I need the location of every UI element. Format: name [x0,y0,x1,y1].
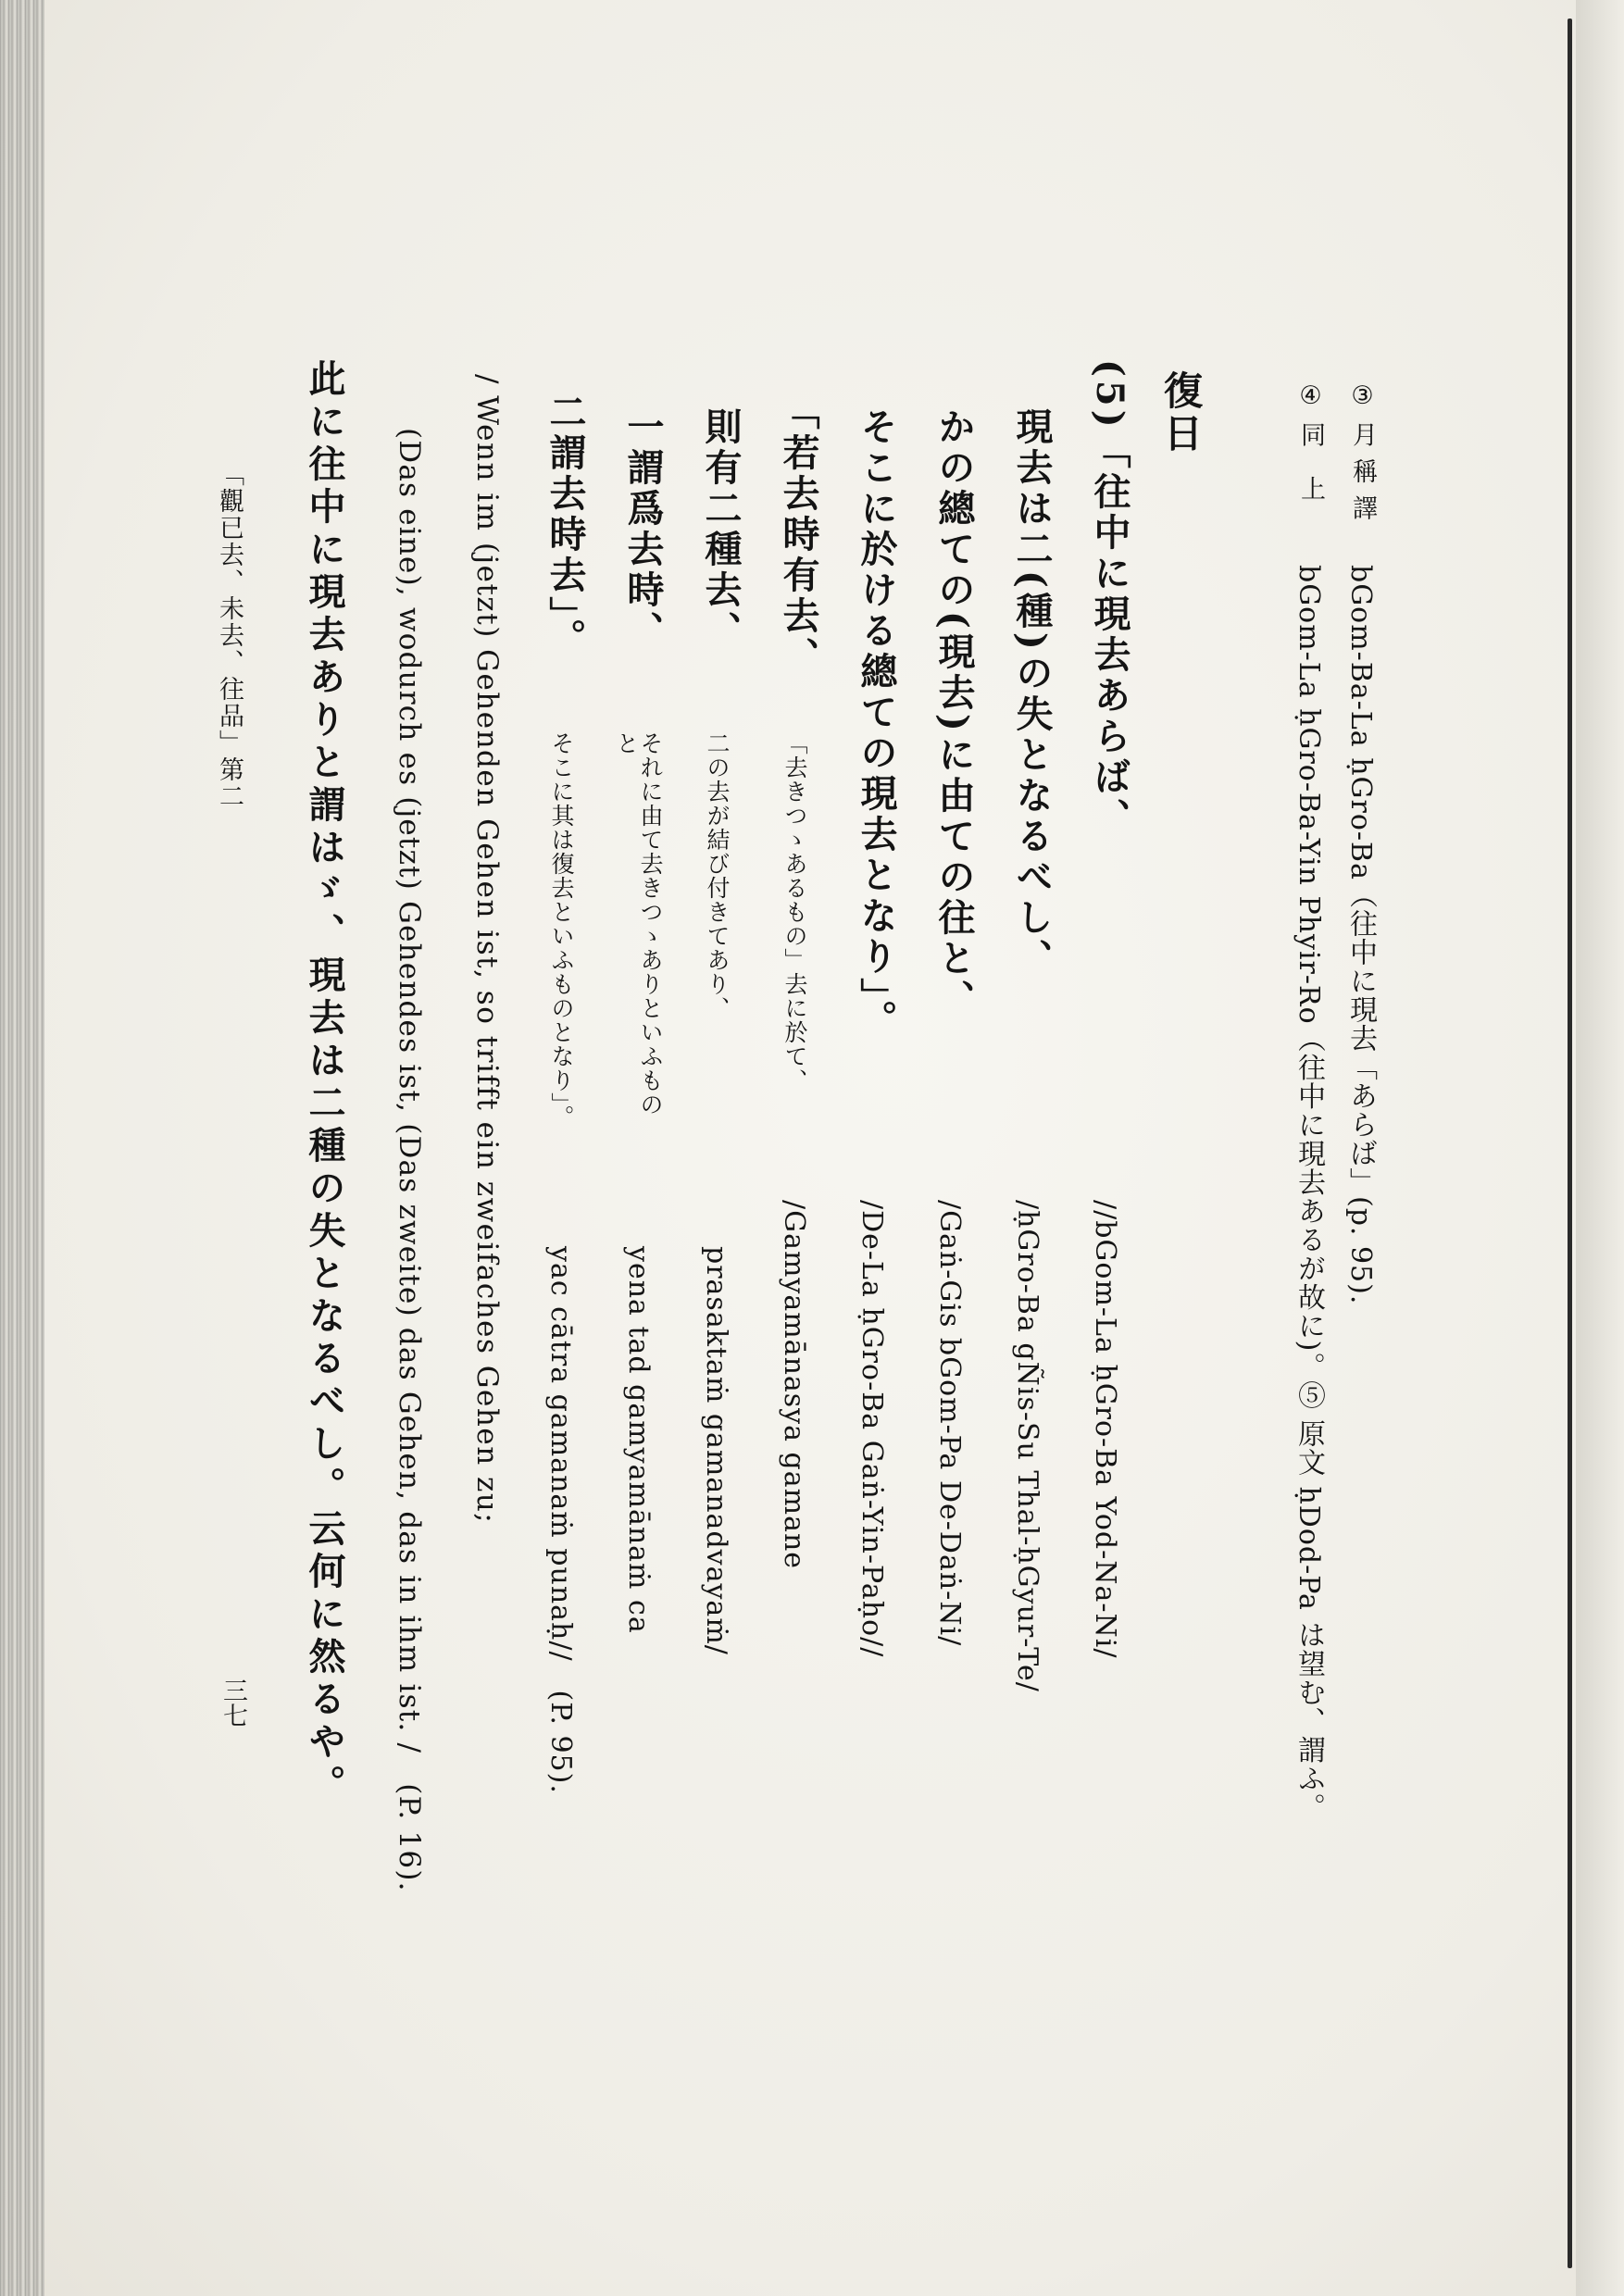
verse-line-jp: (5)「往中に現去あらば、 [1088,359,1131,839]
sanskrit-line: prasaktaṁ gamanadvayaṁ/ [700,1246,732,1655]
verse-line-jp: 現去は二(種)の失となるべし、 [1010,407,1054,980]
footnote-3-text: bGom-Ba-La ḥGro-Ba（往中に現去「あらば」(p. 95). [1344,565,1377,1305]
footnote-4-label: ④ 同 上 [1296,381,1325,503]
gloss-note: そこに其は復去といふものとなり」。 [548,731,575,1129]
gloss-note-suffix: と [613,731,640,755]
binding-shadow [1576,0,1624,2296]
chinese-line: 一謂爲去時、 [621,407,665,652]
page-number: 三七 [219,1678,247,1728]
verse-line-tib: /De-La ḥGro-Ba Gaṅ-Yin-Paḥo// [856,1200,888,1658]
gloss-note: それに由て去きつゝありといふもの [637,731,664,1117]
chinese-line: 「若去時有去、 [777,393,820,678]
verse-line-jp: かの總ての(現去)に由ての往と、 [932,407,976,1020]
verse-line-jp: そこに於ける總ての現去となり」。 [855,407,898,1041]
sanskrit-line: yac cātra gamanaṁ punaḥ// (P. 95). [544,1246,577,1794]
chapter-footer: 「觀已去、未去、往品」第二 [215,461,244,810]
sanskrit-line: /Gamyamānasya gamane [778,1200,810,1570]
gloss-note: 「去きつゝあるもの」去に於て、 [781,731,808,1092]
verse-line-tib: /ḥGro-Ba gÑis-Su Thal-ḥGyur-Te/ [1011,1200,1043,1692]
scan-edge [0,0,44,2296]
footnote-4-text: bGom-La ḥGro-Ba-Yin Phyir-Ro（往中に現去あるが故に)。⑤ 原文 ḥDod-Pa は望む、謂ふ。 [1293,565,1325,1822]
gloss-note: 二の去が結び付きてあり、 [704,731,731,1020]
verse-line-tib: //bGom-La ḥGro-Ba Yod-Na-Ni/ [1089,1200,1121,1659]
chinese-line: 則有二種去、 [699,407,743,652]
section-heading: 復日 [1158,370,1204,455]
binding-line [1568,19,1572,2268]
footnote-3-label: ③ 月 稱 譯 [1348,381,1377,522]
german-line: / Wenn im (jetzt) Gehenden Gehen ist, so trifft ein zweifaches Gehen zu; [470,374,504,1525]
sanskrit-line: yena tad gamyamānaṁ ca [622,1246,655,1634]
verse-line-tib: /Gaṅ-Gis bGom-Pa De-Daṅ-Ni/ [933,1200,966,1647]
commentary-line: 此に往中に現去ありと謂はゞ、現去は二種の失となるべし。云何に然るや。 [303,359,346,1807]
german-line: (Das eine), wodurch es (jetzt) Gehendes ist, (Das zweite) das Gehen, das in ihm ist. / (P. 16). [393,428,426,1892]
chinese-line: 二謂去時去」。 [543,393,587,659]
